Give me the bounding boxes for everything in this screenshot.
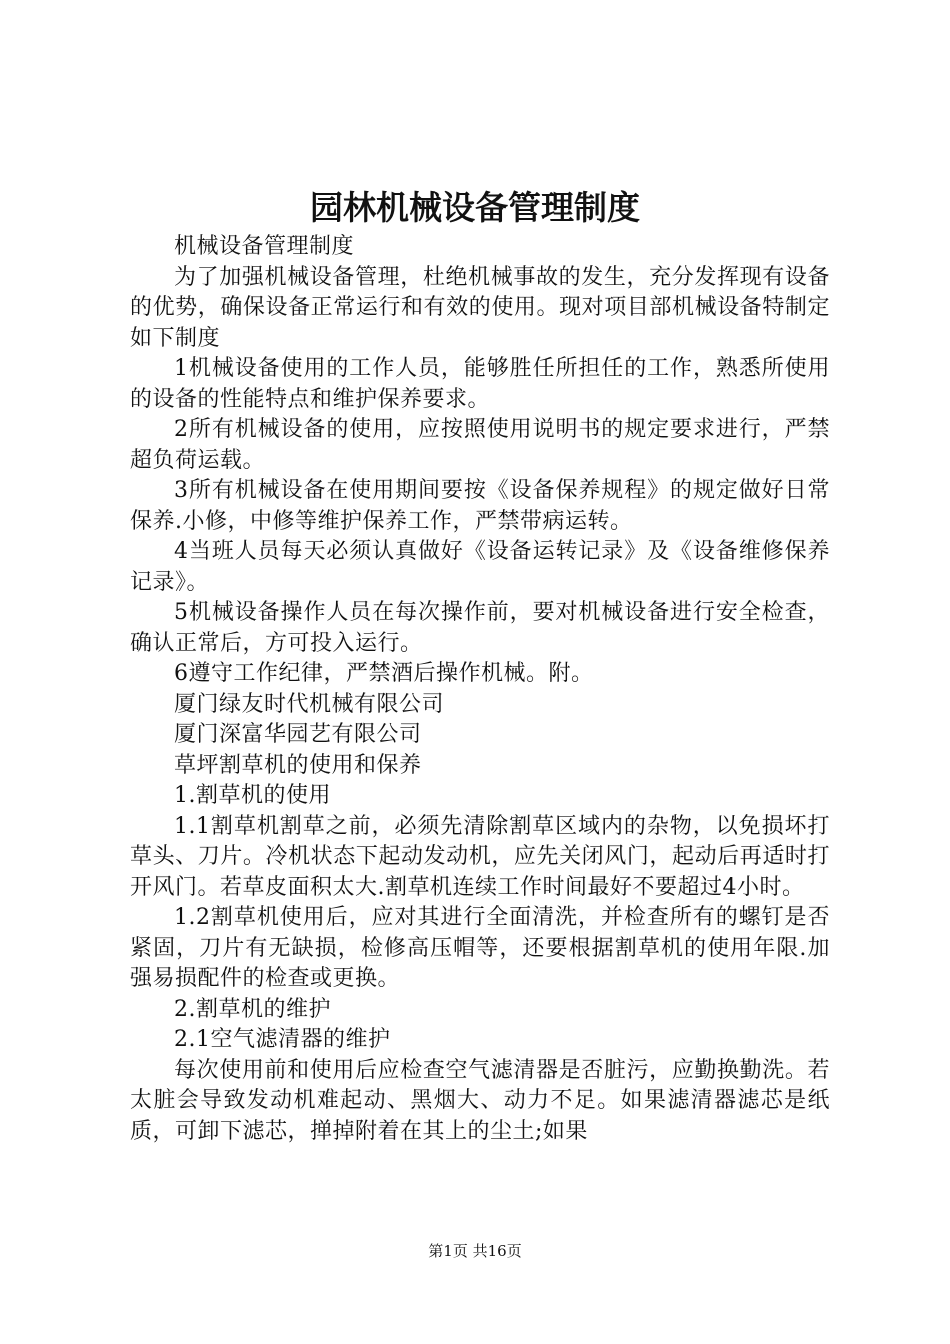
paragraph: 1.2割草机使用后，应对其进行全面清洗，并检查所有的螺钉是否紧固，刀片有无缺损，检修高压帽等，还要根据割草机的使用年限.加强易损配件的检查或更换。 xyxy=(130,905,830,991)
section-heading: 2.割草机的维护 xyxy=(174,996,331,1022)
paragraph: 3所有机械设备在使用期间要按《设备保养规程》的规定做好日常保养.小修，中修等维护保养工作，严禁带病运转。 xyxy=(130,478,830,534)
paragraph: 6遵守工作纪律，严禁酒后操作机械。附。 xyxy=(174,661,594,686)
paragraph: 机械设备管理制度 xyxy=(174,234,355,259)
paragraph: 1机械设备使用的工作人员，能够胜任所担任的工作，熟悉所使用的设备的性能特点和维护保养要求。 xyxy=(130,356,830,412)
section-heading: 草坪割草机的使用和保养 xyxy=(174,752,422,778)
paragraph: 4当班人员每天必须认真做好《设备运转记录》及《设备维修保养记录》。 xyxy=(130,539,830,595)
document-body xyxy=(130,232,830,1147)
page-footer: 第1页 共16页 xyxy=(428,1242,522,1260)
paragraph: 为了加强机械设备管理，杜绝机械事故的发生，充分发挥现有设备的优势，确保设备正常运行和有效的使用。现对项目部机械设备特制定如下制度 xyxy=(130,264,830,351)
paragraph: 2所有机械设备的使用，应按照使用说明书的规定要求进行，严禁超负荷运载。 xyxy=(130,417,830,473)
paragraph: 每次使用前和使用后应检查空气滤清器是否脏污，应勤换勤洗。若太脏会导致发动机难起动、黑烟大、动力不足。如果滤清器滤芯是纸质，可卸下滤芯，掸掉附着在其上的尘土;如果 xyxy=(130,1057,830,1144)
document-title: 园林机械设备管理制度 xyxy=(310,188,640,227)
paragraph: 厦门深富华园艺有限公司 xyxy=(174,722,422,747)
paragraph: 1.1割草机割草之前，必须先清除割草区域内的杂物，以免损坏打草头、刀片。冷机状态下起动发动机，应先关闭风门，起动后再适时打开风门。若草皮面积太大.割草机连续工作时间最好不要超过4小时。 xyxy=(130,813,830,900)
paragraph: 厦门绿友时代机械有限公司 xyxy=(174,691,445,717)
section-heading: 2.1空气滤清器的维护 xyxy=(174,1027,391,1052)
section-heading: 1.割草机的使用 xyxy=(174,783,331,808)
paragraph: 5机械设备操作人员在每次操作前，要对机械设备进行安全检查，确认正常后，方可投入运行。 xyxy=(130,600,830,656)
